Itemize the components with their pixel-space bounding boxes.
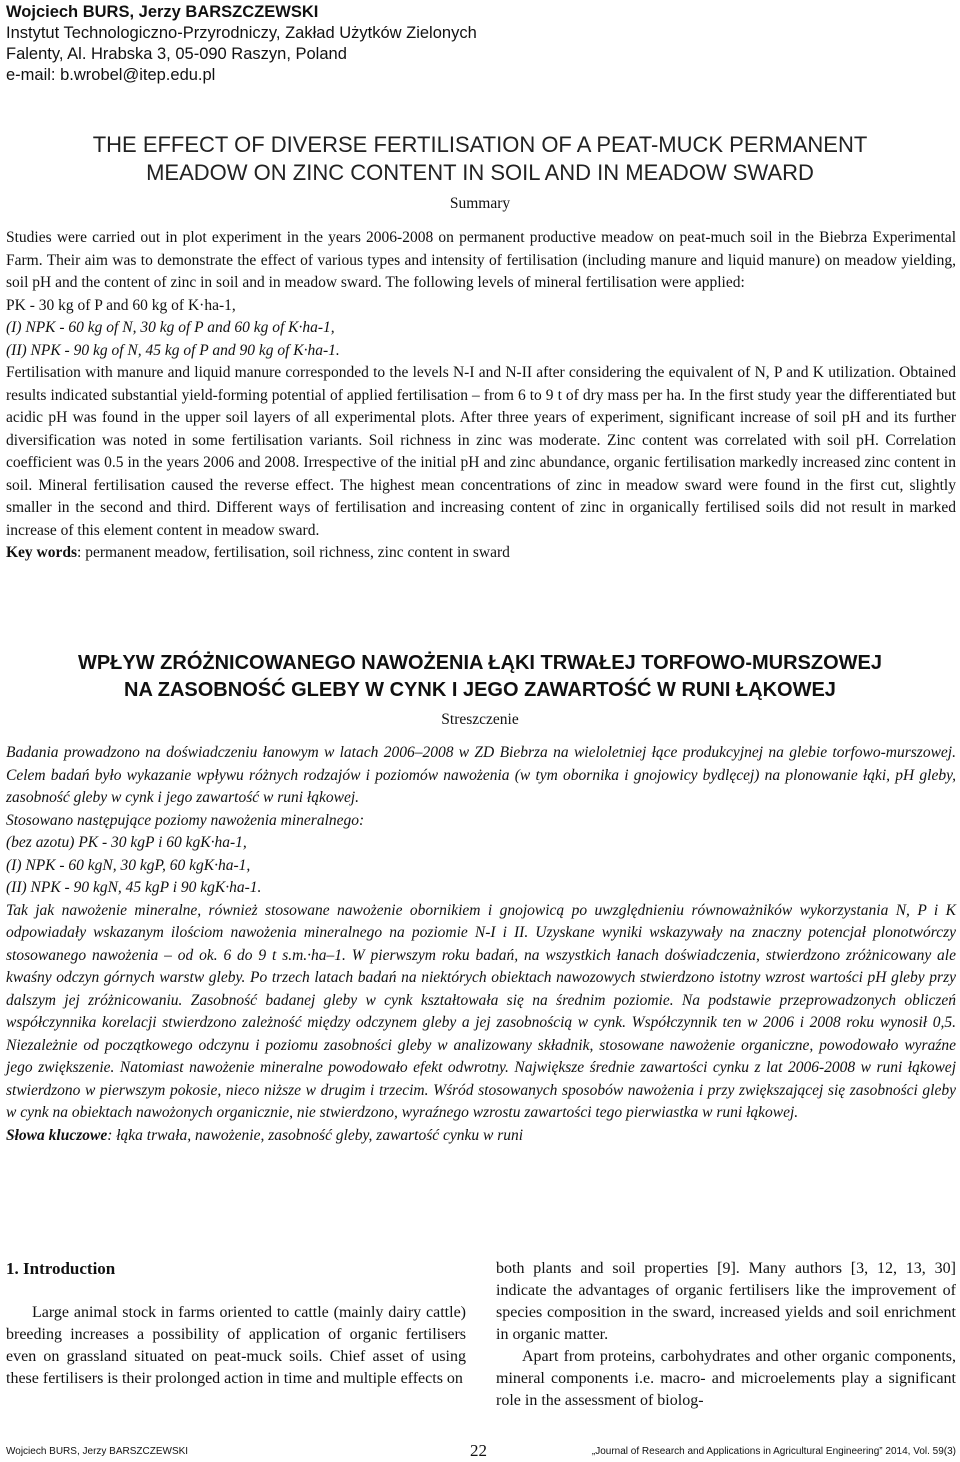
en-keywords-label: Key words <box>6 544 78 561</box>
en-fert-level-3: (II) NPK - 90 kg of N, 45 kg of P and 90 kg of K·ha-1. <box>6 341 340 359</box>
intro-left-column <box>6 1258 466 1390</box>
address: Falenty, Al. Hrabska 3, 05-090 Raszyn, Poland <box>6 45 347 63</box>
pl-summary-heading: Streszczenie <box>441 711 519 728</box>
intro-right-column <box>496 1258 956 1412</box>
en-title-line-2: MEADOW ON ZINC CONTENT IN SOIL AND IN MEADOW SWARD <box>146 160 814 185</box>
pl-summary-paragraph-1: Badania prowadzono na doświadczeniu łanowym w latach 2006–2008 w ZD Biebrza na wieloletniej łące produkcyjnej na glebie torfowo-murszowej. Celem badań było wykazanie wpływu różnych rodzajów i poziomów nawożenia (w tym obornika i gnojowicy bydlęcej) na plonowanie łąki, pH gleby, zasobność gleby w cynk i jego zawartość w runi łąkowej. <box>6 744 956 806</box>
intro-left-text: Large animal stock in farms oriented to cattle (mainly dairy cattle) breeding increases a possibility of application of organic fertilisers even on grassland situated on peat-muck soils. Chief asset of using these fertilisers is their prolonged action in time and multiple effects on <box>6 1304 466 1387</box>
en-fert-level-1: PK - 30 kg of P and 60 kg of K·ha-1, <box>6 296 236 314</box>
footer-journal: „Journal of Research and Applications in Agricultural Engineering” 2014, Vol. 59(3) <box>591 1446 956 1457</box>
en-keywords <box>6 542 956 565</box>
pl-title-line-1: WPŁYW ZRÓŻNICOWANEGO NAWOŻENIA ŁĄKI TRWAŁEJ TORFOWO-MURSZOWEJ <box>77 652 883 674</box>
intro-right-paragraph-1: both plants and soil properties [9]. Many authors [3, 12, 13, 30] indicate the advantages of organic fertilisers like the improvement of species composition in the sward, increased yields and soil enrichment in organic matter. <box>496 1260 956 1343</box>
pl-keywords-label: Słowa kluczowe <box>6 1126 108 1144</box>
en-title <box>0 131 960 187</box>
pl-keywords-text: : łąka trwała, nawożenie, zasobność gleby, zawartość cynku w runi <box>107 1126 524 1144</box>
en-summary-heading: Summary <box>449 195 511 212</box>
authors: Wojciech BURS, Jerzy BARSZCZEWSKI <box>6 3 319 21</box>
en-fert-level-2: (I) NPK - 60 kg of N, 30 kg of P and 60 kg of K·ha-1, <box>6 319 335 336</box>
footer-authors: Wojciech BURS, Jerzy BARSZCZEWSKI <box>6 1446 189 1457</box>
pl-title-line-2: NA ZASOBNOŚĆ GLEBY W CYNK I JEGO ZAWARTOŚĆ W RUNI ŁĄKOWEJ <box>124 679 836 701</box>
pl-summary-paragraph-1b: Stosowano następujące poziomy nawożenia mineralnego: <box>6 811 365 829</box>
page-number: 22 <box>470 1441 487 1460</box>
pl-fert-level-3: (II) NPK - 90 kgN, 45 kgP i 90 kgK·ha-1. <box>6 879 262 896</box>
intro-heading: 1. Introduction <box>6 1259 116 1278</box>
en-summary-paragraph-1: Studies were carried out in plot experiment in the years 2006-2008 on permanent productive meadow on peat-much soil in the Biebrza Experimental Farm. Their aim was to demonstrate the effect of various types and intensity of fertilisation (including manure and liquid manure) on meadow yielding, soil pH and the content of zinc in soil and in meadow sward. The following levels of mineral fertilisation were applied: <box>6 229 956 291</box>
pl-fert-level-1: (bez azotu) PK - 30 kgP i 60 kgK·ha-1, <box>6 834 247 851</box>
pl-summary <box>6 742 956 1147</box>
pl-summary-paragraph-2: Tak jak nawożenie mineralne, również stosowane nawożenie obornikiem i gnojowicą po uwzględnieniu równoważników wykorzystania N, P i K odpowiadały wskazanym ilościom nawożenia mineralnego na poziomie N-I i II. Uzyskane wyniki wskazywały na znaczny potencjał plonotwórczy stosowanego nawożenia – od ok. 6 do 9 t s.m.·ha–1. W pierwszym roku badań, na wszystkich łanach doświadczenia, stwierdzono zróżnicowany ale kwaśny odczyn górnych warstw gleby. Po trzech latach badań na niektórych obiektach nawozowych stwierdzono istotny wzrost wartości pH gleby przy dalszym jej zróżnicowaniu. Zasobność badanej gleby w cynk kształtowała się na średnim poziomie. Na podstawie przeprowadzonych obliczeń współczynnika korelacji stwierdzono zależność między odczynem gleby a jej zasobnością w cynk. Współczynnik ten w 2006 i 2008 roku wynosił 0,5. Niezależnie od początkowego odczynu i poziomu zasobności gleby w analizowany składnik, stosowane nawożenie organiczne, powodowało wyraźne jego zwiększenie. Natomiast nawożenie mineralne powodowało efekt odwrotny. Największe średnie zawartości cynku z lat 2006-2008 w runi łąkowej stwierdzono w pierwszym pokosie, nieco niższe w drugim i trzecim. Wśród stosowanych sposobów nawożenia i przy zwiększającej się zasobności gleby w cynk na obiektach nawożonych organicznie, nie stwierdzono, wyraźnego wzrostu zawartości tego pierwiastka w runi łąkowej. <box>6 901 956 1121</box>
pl-keywords <box>6 1125 956 1148</box>
en-summary <box>6 227 956 565</box>
intro-right-paragraph-2: Apart from proteins, carbohydrates and other organic components, mineral components i.e. macro- and microelements play a significant role in the assessment of biolog- <box>496 1348 956 1409</box>
pl-title <box>0 650 960 704</box>
author-header <box>6 2 477 86</box>
affiliation: Instytut Technologiczno-Przyrodniczy, Zakład Użytków Zielonych <box>6 24 477 42</box>
en-keywords-text: : permanent meadow, fertilisation, soil richness, zinc content in sward <box>77 544 510 561</box>
pl-fert-level-2: (I) NPK - 60 kgN, 30 kgP, 60 kgK·ha-1, <box>6 856 251 874</box>
email: e-mail: b.wrobel@itep.edu.pl <box>6 66 216 84</box>
en-summary-paragraph-2: Fertilisation with manure and liquid manure corresponded to the levels N-I and N-II after considering the equivalent of N, P and K utilization. Obtained results indicated substantial yield-forming potential of applied fertilisation – from 6 to 9 t of dry mass per ha. In the first study year the differentiated but acidic pH was found in the upper soil layers of all experimental plots. After three years of experiment, significant increase of soil pH and its further diversification was noted in some fertilisation variants. Soil richness in zinc was moderate. Zinc content was correlated with soil pH. Correlation coefficient was 0.5 in the years 2006 and 2008. Irrespective of the initial pH and zinc abundance, organic fertilisation markedly increased zinc content in soil. Mineral fertilisation caused the reverse effect. The highest mean concentrations of zinc in meadow sward were found in the first cut, slightly smaller in the second and third. Different ways of fertilisation and increasing content of zinc in organically fertilised soils did not result in marked increase of this element content in meadow sward. <box>6 364 956 539</box>
en-title-line-1: THE EFFECT OF DIVERSE FERTILISATION OF A PEAT-MUCK PERMANENT <box>92 132 868 157</box>
